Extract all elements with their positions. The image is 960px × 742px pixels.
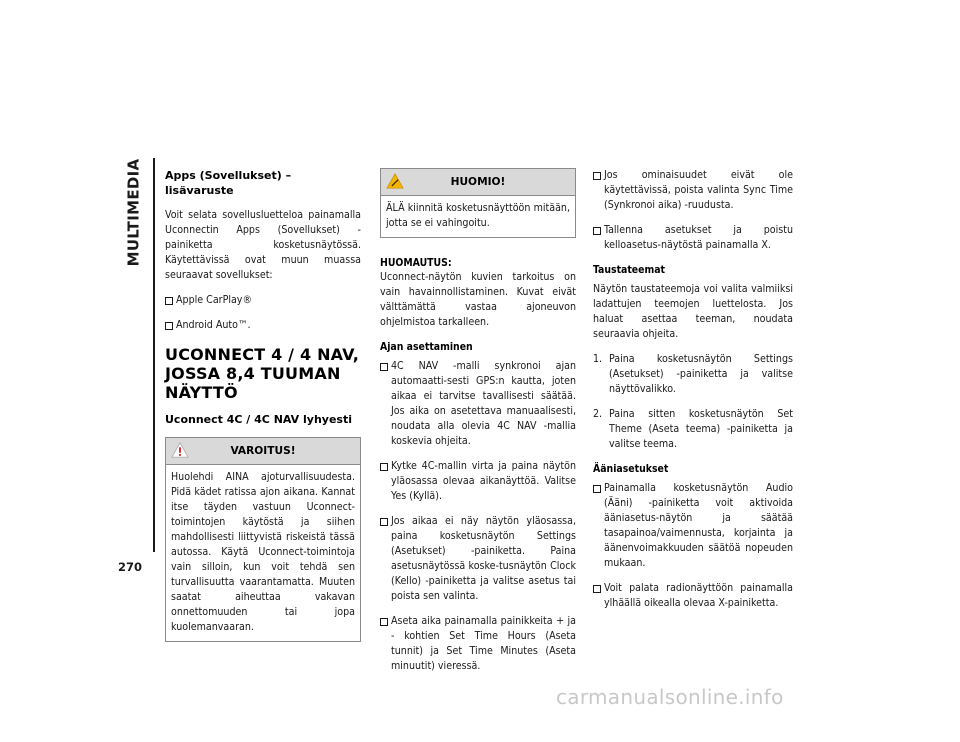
apps-heading: Apps (Sovellukset) – lisävaruste xyxy=(165,169,292,197)
list-item-apple-carplay: Apple CarPlay® xyxy=(165,293,361,308)
list-item-clock-settings: Jos aikaa ei näy näytön yläosassa, paina kosketusnäytön Settings (Asetukset) -painiketta. Paina asetusnäytössä koske-tusnäytön Clock (Kello) -painiketta ja valitse asetus tai poista sen valinta. xyxy=(380,514,576,604)
list-item-theme-step xyxy=(593,352,793,397)
column-left xyxy=(165,168,361,652)
watermark: carmanualsonline.info xyxy=(556,685,784,709)
chapter-divider-line xyxy=(153,158,155,552)
list-item-clock-power: Kytke 4C-mallin virta ja paina näytön yläosassa olevaa aikanäyttöä. Valitse Yes (Kyllä). xyxy=(380,459,576,504)
list-item-save-exit: Tallenna asetukset ja poistu kelloasetus-näytöstä painamalla X. xyxy=(593,223,793,253)
themes-paragraph: Näytön taustateemoja voi valita valmiiksi ladattujen teemojen luettelosta. Jos haluat asettaa teeman, noudata seuraavia ohjeita. xyxy=(593,283,793,340)
caution-text: ÄLÄ kiinnitä kosketusnäyttöön mitään, jotta se ei vahingoitu. xyxy=(386,202,570,229)
column-right xyxy=(593,168,793,621)
caution-box xyxy=(380,168,576,238)
list-item-audio-button: Painamalla kosketusnäytön Audio (Ääni) -painiketta voit aktivoida ääniasetus-näytön ja säätää tasapainoa/vaimennusta, korjainta ja äänenvoimakkuuden säätöä nopeuden mukaan. xyxy=(593,481,793,571)
column-middle xyxy=(380,168,576,684)
list-item-sync-time: Jos ominaisuudet eivät ole käytettävissä, poista valinta Sync Time (Synkronoi aika) -ruudusta. xyxy=(593,168,793,213)
step-number: 1. xyxy=(593,353,603,365)
caution-triangle-icon xyxy=(386,172,404,190)
chapter-side-label: MULTIMEDIA xyxy=(124,158,143,266)
themes-heading: Taustateemat xyxy=(593,264,666,276)
note-text: Uconnect-näytön kuvien tarkoitus on vain havainnollistaminen. Kuvat eivät välttämättä vastaa ajoneuvon ohjelmistoa tarkalleen. xyxy=(380,271,576,328)
step-text: Paina kosketusnäytön Settings (Asetukset) -painiketta ja valitse näyttövalikko. xyxy=(609,353,793,395)
warning-text: Huolehdi AINA ajoturvallisuudesta. Pidä kädet ratissa ajon aikana. Kannat itse täyden vastuun Uconnect-toimintojen käytöstä ja siihen mahdollisesti liittyvistä riskeistä tässä autossa. Käytä Uconnect-toimintoja vain silloin, kun voit tehdä sen turvallisuutta vaarantamatta. Muuten saatat aiheuttaa vakavan onnettomuuden tai jopa kuolemanvaaran. xyxy=(171,471,355,633)
apps-paragraph: Voit selata sovellusluetteloa painamalla Uconnectin Apps (Sovellukset) -painiketta kosketusnäytössä. Käytettävissä ovat muun muassa seuraavat sovellukset: xyxy=(165,209,361,281)
section-title: UCONNECT 4 / 4 NAV, JOSSA 8,4 TUUMAN NÄYTTÖ xyxy=(165,345,359,402)
warning-box xyxy=(165,437,361,642)
caution-title: HUOMIO! xyxy=(450,175,506,188)
page-number: 270 xyxy=(118,560,143,574)
clock-heading: Ajan asettaminen xyxy=(380,341,473,353)
warning-box-header xyxy=(166,438,360,465)
list-item-theme-step xyxy=(593,407,793,452)
warning-triangle-icon xyxy=(171,441,189,459)
list-item-clock-sync: 4C NAV -malli synkronoi ajan automaatti-sesti GPS:n kautta, joten aikaa ei tarvitse tavallisesti säätää. Jos aika on asetettava manuaalisesti, noudata alla olevia 4C NAV -mallia koskevia ohjeita. xyxy=(380,359,576,449)
audio-heading: Ääniasetukset xyxy=(593,463,669,475)
step-text: Paina sitten kosketusnäytön Set Theme (Aseta teema) -painiketta ja valitse teema. xyxy=(609,408,793,450)
step-number: 2. xyxy=(593,408,603,420)
list-item-clock-set-time: Aseta aika painamalla painikkeita + ja - kohtien Set Time Hours (Aseta tunnit) ja Set Time Minutes (Aseta minuutit) vieressä. xyxy=(380,614,576,674)
list-item-audio-return: Voit palata radionäyttöön painamalla ylhäällä oikealla olevaa X-painiketta. xyxy=(593,581,793,611)
note-label: HUOMAUTUS: xyxy=(380,257,452,269)
overview-subheading: Uconnect 4C / 4C NAV lyhyesti xyxy=(165,413,352,426)
warning-title: VAROITUS! xyxy=(230,444,296,457)
list-item-android-auto: Android Auto™. xyxy=(165,318,361,333)
caution-box-header xyxy=(381,169,575,196)
